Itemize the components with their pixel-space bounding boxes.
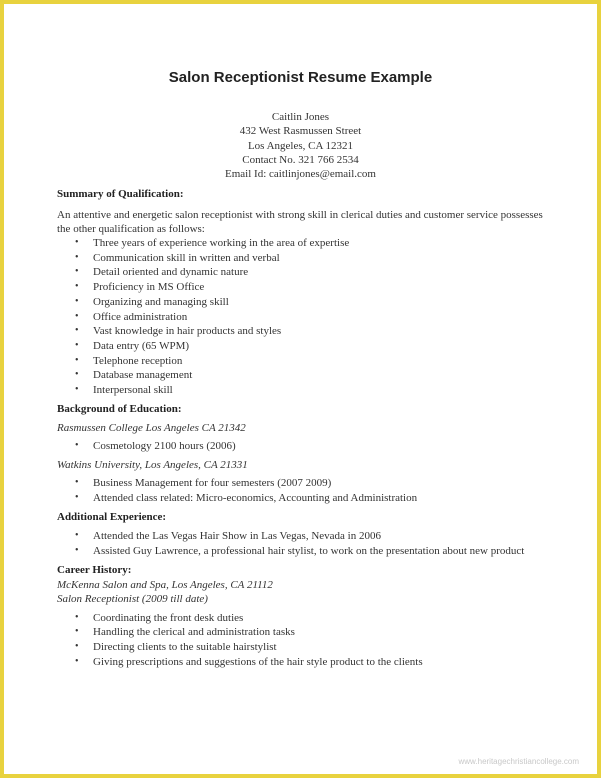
additional-heading: Additional Experience: (57, 510, 167, 523)
additional-list (57, 529, 547, 557)
list-item: • Attended class related: Micro-economics, Accounting and Administration (75, 491, 547, 506)
resume-body (57, 187, 547, 669)
school-2-list (57, 476, 547, 505)
list-item: • Cosmetology 2100 hours (2006) (75, 439, 547, 454)
watermark-text: www.heritagechristiancollege.com (458, 757, 579, 766)
career-position: Salon Receptionist (2009 till date) (57, 593, 208, 606)
career-heading: Career History: (57, 563, 132, 576)
list-item: • Vast knowledge in hair products and styles (75, 324, 547, 339)
school-1-list (57, 439, 547, 454)
summary-list (57, 236, 547, 398)
education-heading: Background of Education: (57, 402, 182, 415)
contact-city: Los Angeles, CA 12321 (247, 139, 354, 152)
list-item: • Coordinating the front desk duties (75, 611, 547, 626)
list-item: • Office administration (75, 310, 547, 325)
contact-name: Caitlin Jones (271, 111, 330, 123)
list-item: • Assisted Guy Lawrence, a professional hair stylist, to work on the presentation about new product (75, 545, 547, 557)
list-item: • Handling the clerical and administration tasks (75, 625, 547, 640)
career-employer: McKenna Salon and Spa, Los Angeles, CA 21112 (57, 578, 273, 591)
list-item: • Detail oriented and dynamic nature (75, 265, 547, 280)
list-item: • Database management (75, 368, 547, 383)
list-item: • Interpersonal skill (75, 383, 547, 398)
list-item: • Attended the Las Vegas Hair Show in Las Vegas, Nevada in 2006 (75, 529, 547, 544)
contact-phone: Contact No. 321 766 2534 (242, 153, 359, 166)
list-item: • Three years of experience working in the area of expertise (75, 236, 547, 251)
career-list (57, 611, 547, 670)
list-item: • Business Management for four semesters (2007 2009) (75, 476, 547, 491)
list-item: • Telephone reception (75, 354, 547, 369)
contact-street: 432 West Rasmussen Street (239, 125, 362, 138)
school-2: Watkins University, Los Angeles, CA 21331 (57, 458, 248, 471)
list-item: • Communication skill in written and verbal (75, 251, 547, 266)
list-item: • Data entry (65 WPM) (75, 339, 547, 354)
list-item: • Directing clients to the suitable hairstylist (75, 640, 547, 655)
list-item: • Organizing and managing skill (75, 295, 547, 310)
contact-block (4, 110, 597, 181)
summary-heading: Summary of Qualification: (57, 188, 184, 200)
contact-email: Email Id: caitlinjones@email.com (225, 168, 376, 181)
page-title: Salon Receptionist Resume Example (168, 69, 433, 86)
list-item: • Giving prescriptions and suggestions of the hair style product to the clients (75, 655, 547, 670)
resume-page (4, 4, 597, 774)
school-1: Rasmussen College Los Angeles CA 21342 (57, 421, 246, 434)
list-item: • Proficiency in MS Office (75, 280, 547, 295)
summary-paragraph: An attentive and energetic salon receptionist with strong skill in clerical duties and customer service possesses the other qualification as follows: (57, 209, 543, 235)
